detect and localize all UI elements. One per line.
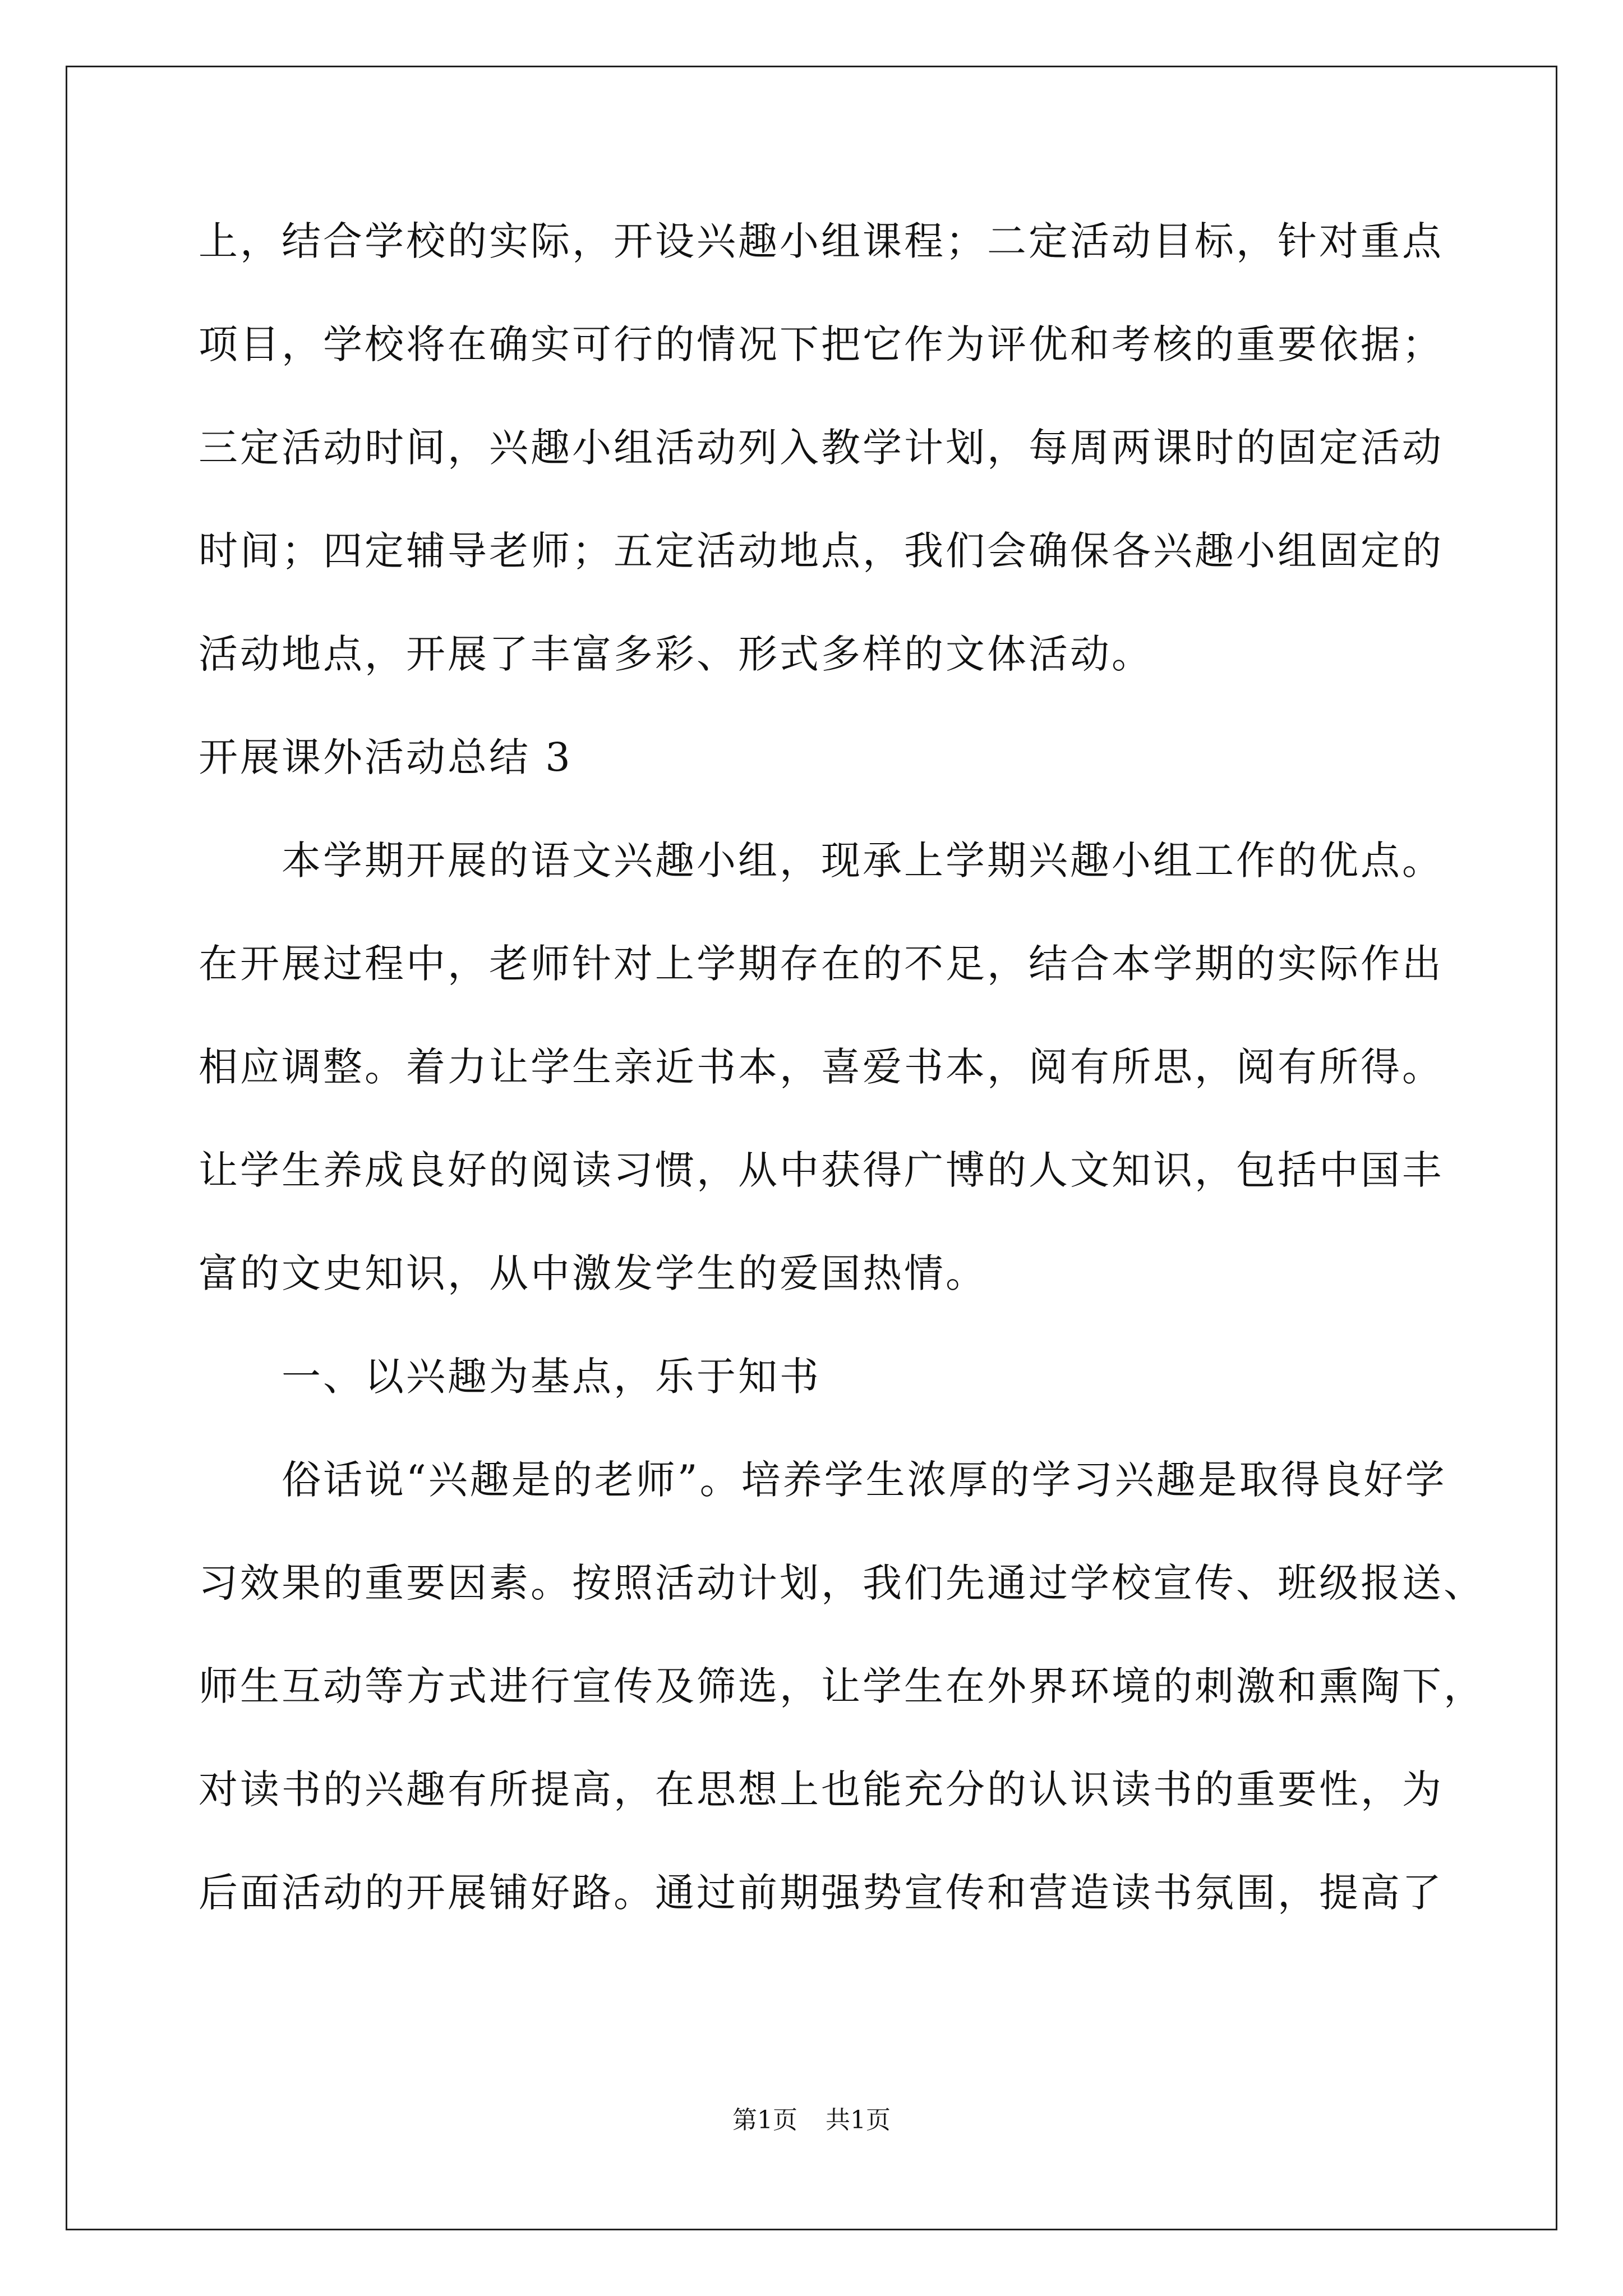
body-line: 项目，学校将在确实可行的情况下把它作为评优和考核的重要依据； [199,321,1444,367]
body-line: 时间；四定辅导老师；五定活动地点，我们会确保各兴趣小组固定的 [199,528,1444,574]
section-heading: 开展课外活动总结 3 [199,734,573,780]
page-number: 第1页 [732,2106,797,2134]
subheading: 一、以兴趣为基点，乐于知书 [282,1354,821,1400]
page-footer [0,2104,1623,2137]
body-line: 师生互动等方式进行宣传及筛选，让学生在外界环境的刺激和熏陶下， [199,1663,1485,1709]
paragraph-first-line: 俗话说“兴趣是的老师”。培养学生浓厚的学习兴趣是取得良好学 [282,1457,1447,1503]
page-total: 共1页 [826,2106,891,2134]
paragraph-first-line: 本学期开展的语文兴趣小组，现承上学期兴趣小组工作的优点。 [282,838,1444,884]
body-line: 活动地点，开展了丰富多彩、形式多样的文体活动。 [199,631,1153,677]
body-line: 后面活动的开展铺好路。通过前期强势宣传和营造读书氛围，提高了 [199,1870,1444,1916]
body-line: 在开展过程中，老师针对上学期存在的不足，结合本学期的实际作出 [199,941,1444,987]
body-line: 让学生养成良好的阅读习惯，从中获得广博的人文知识，包括中国丰 [199,1147,1444,1193]
body-line: 习效果的重要因素。按照活动计划，我们先通过学校宣传、班级报送、 [199,1560,1485,1606]
body-line: 三定活动时间，兴趣小组活动列入教学计划，每周两课时的固定活动 [199,425,1444,471]
body-line: 相应调整。着力让学生亲近书本，喜爱书本，阅有所思，阅有所得。 [199,1044,1444,1090]
body-line: 上，结合学校的实际，开设兴趣小组课程；二定活动目标，针对重点 [199,218,1444,264]
body-line: 对读书的兴趣有所提高，在思想上也能充分的认识读书的重要性，为 [199,1766,1444,1812]
body-line: 富的文史知识，从中激发学生的爱国热情。 [199,1250,987,1296]
